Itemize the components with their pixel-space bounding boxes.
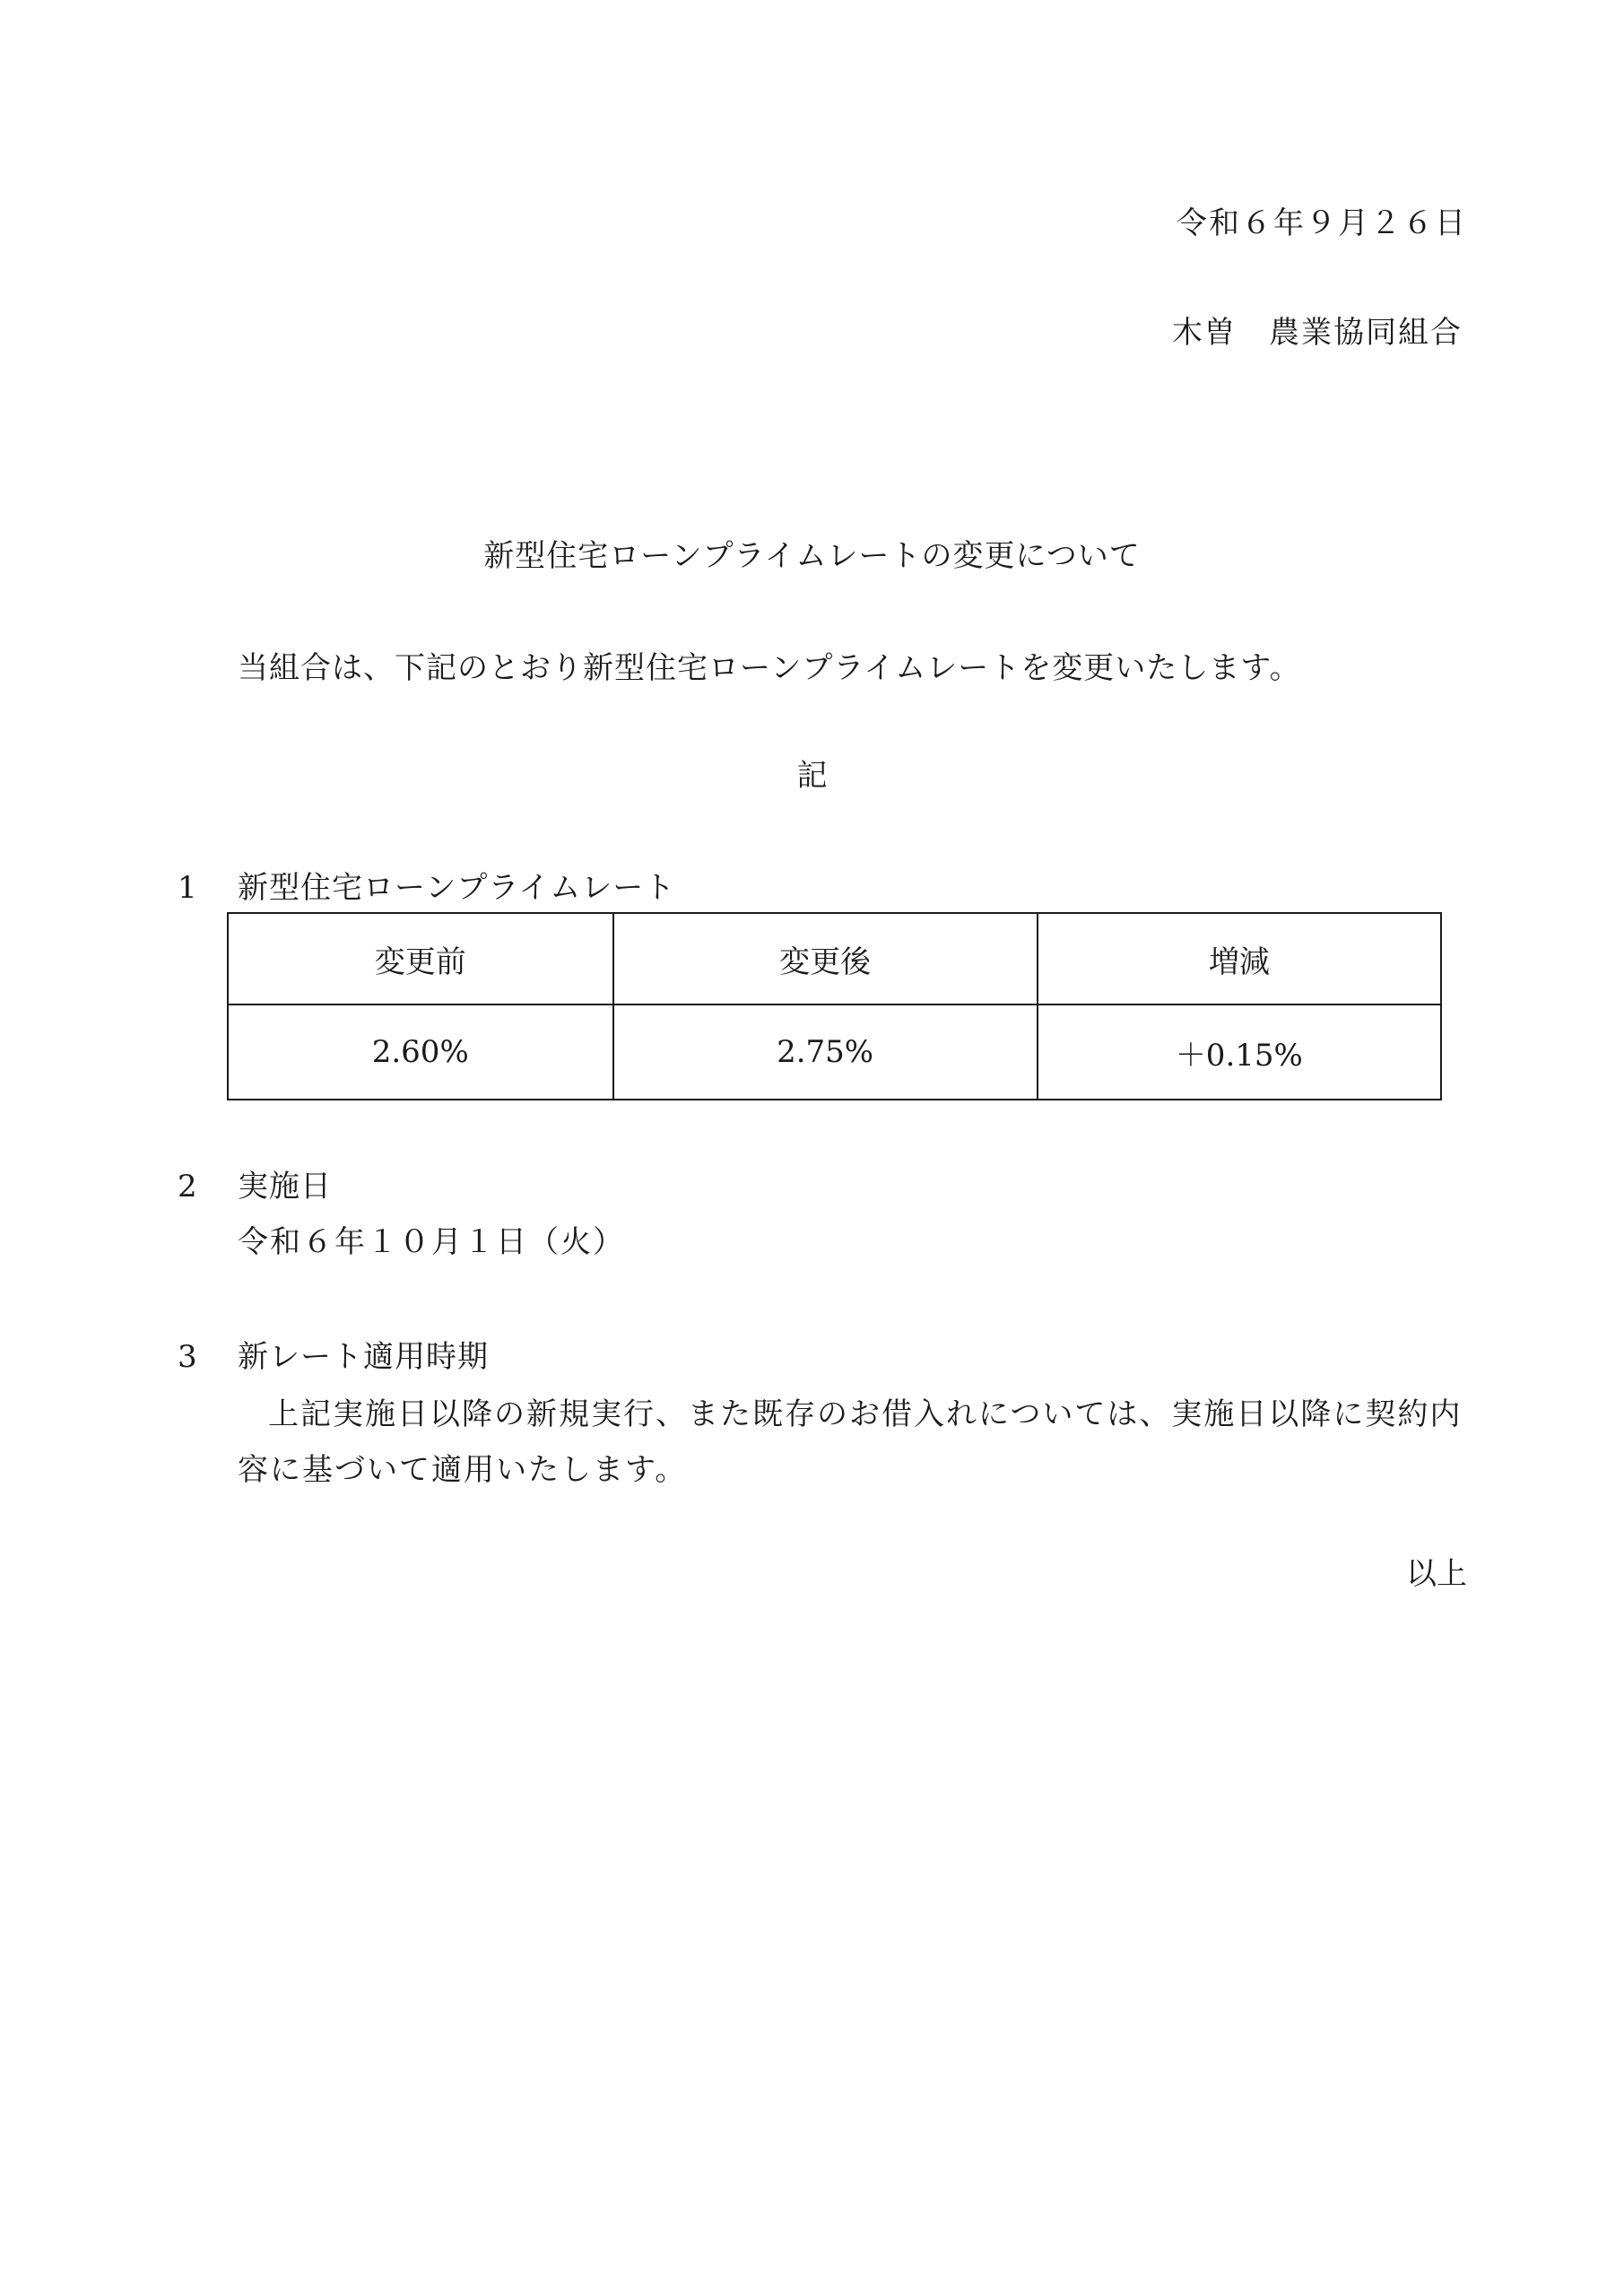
- application-paragraph: 上記実施日以降の新規実行、また既存のお借入れについては、実施日以降に契約内容に基づいて適用いたします。: [238, 1396, 1463, 1488]
- header-before: 変更前: [228, 913, 613, 1004]
- section-number-1: 1: [178, 870, 197, 906]
- effective-date: 令和６年１０月１日（火）: [238, 1224, 625, 1260]
- rate-table-value-row: [228, 1004, 1441, 1100]
- value-before: 2.60%: [228, 1004, 613, 1100]
- rate-table: [227, 912, 1442, 1100]
- intro-text: 当組合は、下記のとおり新型住宅ローンプライムレートを変更いたします。: [238, 650, 1301, 686]
- value-change: ＋0.15%: [1038, 1004, 1441, 1100]
- issue-date: 令和６年９月２６日: [1177, 205, 1467, 241]
- value-after: 2.75%: [613, 1004, 1038, 1100]
- section-label-2: 実施日: [238, 1169, 332, 1205]
- issuer-name: 木曽 農業協同組合: [1172, 315, 1463, 351]
- section-number-3: 3: [178, 1339, 197, 1375]
- rate-table-header-row: [228, 913, 1441, 1004]
- document-title: 新型住宅ローンプライムレートの変更について: [483, 538, 1141, 574]
- closing-text: 以上: [1406, 1556, 1467, 1592]
- section-number-2: 2: [178, 1169, 197, 1205]
- header-after: 変更後: [613, 913, 1038, 1004]
- section-label-1: 新型住宅ローンプライムレート: [238, 870, 676, 906]
- header-change: 増減: [1038, 913, 1441, 1004]
- section-label-3: 新レート適用時期: [238, 1339, 489, 1375]
- ki-heading: 記: [796, 758, 828, 794]
